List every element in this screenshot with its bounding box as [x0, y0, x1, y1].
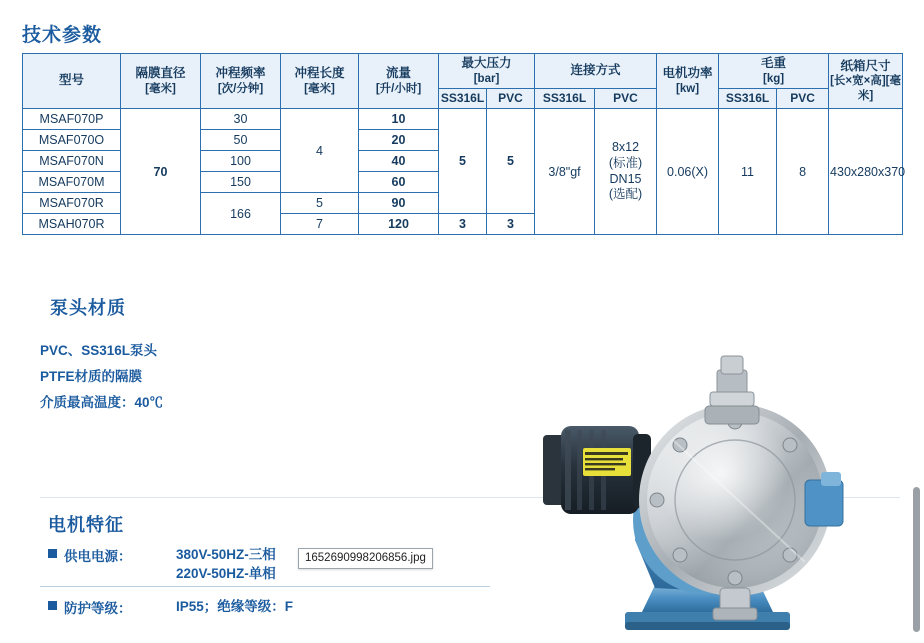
cell-flow: 120 — [359, 214, 439, 235]
th-connection: 连接方式 — [535, 54, 657, 89]
material-line: PTFE材质的隔膜 — [40, 369, 143, 384]
table-row — [23, 109, 903, 130]
cell-pressure-pvc-bottom: 3 — [487, 214, 535, 235]
table-body — [23, 109, 906, 235]
th-max-pressure: 最大压力 [bar] — [439, 54, 535, 89]
th-weight-pvc: PVC — [777, 89, 829, 109]
header-row-main — [23, 54, 903, 89]
th-gross-weight: 毛重 [kg] — [719, 54, 829, 89]
cell-stroke: 7 — [281, 214, 359, 235]
bullet-icon — [48, 549, 57, 558]
cell-motor-power: 0.06(X) — [657, 109, 719, 235]
cell-stroke: 5 — [281, 193, 359, 214]
cell-flow: 40 — [359, 151, 439, 172]
cell-diaphragm: 70 — [121, 109, 201, 235]
material-list — [40, 338, 163, 416]
th-pressure-ss316l: SS316L — [439, 89, 487, 109]
th-model: 型号 — [23, 54, 121, 109]
motor-value: IP55；绝缘等级：F — [176, 599, 294, 614]
motor-row-protection — [48, 597, 518, 617]
cell-connection-pvc: 8x12 (标准) DN15 (选配) — [595, 109, 657, 235]
pump-head — [639, 404, 831, 596]
divider — [40, 586, 490, 587]
th-frequency: 冲程频率 [次/分钟] — [201, 54, 281, 109]
top-fitting — [705, 356, 759, 424]
pump-product-image — [505, 330, 924, 640]
motor-label: 供电电源： — [64, 549, 132, 564]
cell-model: MSAF070N — [23, 151, 121, 172]
th-flow: 流量 [升/小时] — [359, 54, 439, 109]
section-title-motor: 电机特征 — [48, 515, 124, 535]
th-pressure-pvc: PVC — [487, 89, 535, 109]
cell-model: MSAF070R — [23, 193, 121, 214]
motor-unit — [543, 426, 651, 514]
cell-flow: 10 — [359, 109, 439, 130]
material-line: 介质最高温度：40℃ — [40, 395, 164, 410]
cell-pressure-pvc: 5 — [487, 109, 535, 214]
cell-pressure-ss-bottom: 3 — [439, 214, 487, 235]
cell-pressure-ss: 5 — [439, 109, 487, 214]
filename-tooltip: 1652690998206856.jpg — [298, 548, 433, 569]
cell-model: MSAF070M — [23, 172, 121, 193]
th-motor-power: 电机功率 [kw] — [657, 54, 719, 109]
spec-table — [22, 53, 906, 235]
cell-model: MSAF070O — [23, 130, 121, 151]
cell-stroke-top: 4 — [281, 109, 359, 193]
th-diaphragm: 隔膜直径 [毫米] — [121, 54, 201, 109]
material-line: PVC、SS316L泵头 — [40, 343, 158, 358]
side-fitting — [805, 472, 843, 526]
cell-model: MSAF070P — [23, 109, 121, 130]
bullet-icon — [48, 601, 57, 610]
spec-table-wrapper — [22, 53, 906, 235]
th-connection-ss316l: SS316L — [535, 89, 595, 109]
table-head — [23, 54, 903, 109]
bottom-outlet — [713, 588, 757, 620]
cell-frequency: 30 — [201, 109, 281, 130]
cell-frequency: 100 — [201, 151, 281, 172]
cell-connection-ss: 3/8"gf — [535, 109, 595, 235]
th-stroke-length: 冲程长度 [毫米] — [281, 54, 359, 109]
motor-value: 380V-50HZ-三相 220V-50HZ-单相 — [176, 547, 276, 581]
cell-flow: 60 — [359, 172, 439, 193]
motor-spec-list — [48, 545, 518, 621]
motor-row-power-supply — [48, 545, 518, 583]
cell-weight-ss: 11 — [719, 109, 777, 235]
th-carton-size: 纸箱尺寸 [长×宽×高][毫米] — [829, 54, 903, 109]
page-title: 技术参数 — [22, 25, 103, 46]
motor-label: 防护等级： — [64, 601, 132, 616]
cell-flow: 90 — [359, 193, 439, 214]
cell-frequency: 50 — [201, 130, 281, 151]
cell-weight-pvc: 8 — [777, 109, 829, 235]
cell-flow: 20 — [359, 130, 439, 151]
th-weight-ss316l: SS316L — [719, 89, 777, 109]
th-connection-pvc: PVC — [595, 89, 657, 109]
cell-frequency: 150 — [201, 172, 281, 193]
cell-carton-size: 430x280x370 — [829, 109, 903, 235]
cell-model: MSAH070R — [23, 214, 121, 235]
cell-frequency: 166 — [201, 193, 281, 235]
page-scrollbar[interactable] — [913, 487, 920, 632]
section-title-material: 泵头材质 — [50, 298, 126, 318]
